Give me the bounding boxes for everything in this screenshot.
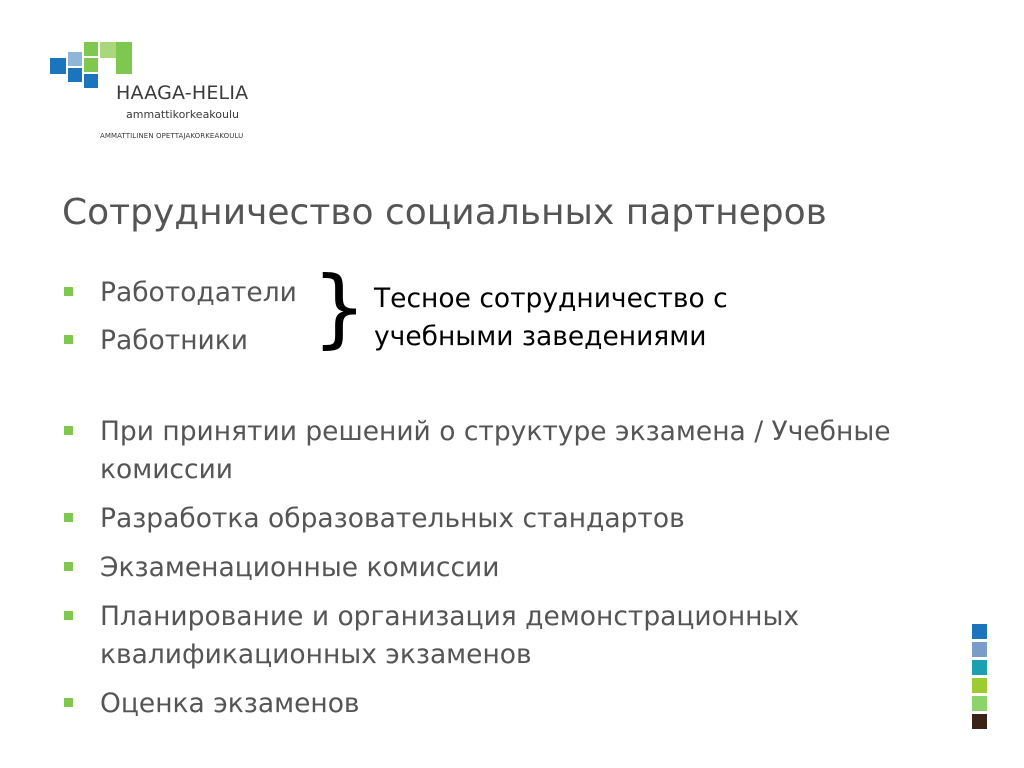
decorative-squares bbox=[972, 624, 987, 732]
haaga-helia-logo bbox=[50, 40, 290, 150]
logo-tagline: AMMATTILINEN OPETTAJAKORKEAKOULU bbox=[100, 132, 244, 140]
curly-brace: } bbox=[312, 258, 367, 358]
bullet-square-icon bbox=[64, 562, 73, 571]
note-line: учебными заведениями bbox=[374, 321, 707, 352]
logo-square bbox=[50, 58, 66, 74]
slide-title: Сотрудничество социальных партнеров bbox=[62, 192, 827, 233]
activities-list bbox=[62, 413, 942, 734]
list-item-text: Работники bbox=[100, 325, 248, 356]
decorative-square bbox=[972, 678, 987, 693]
list-item-text: Работодатели bbox=[100, 277, 297, 308]
list-item-text: Разработка образовательных стандартов bbox=[100, 503, 685, 534]
partner-list bbox=[62, 274, 297, 370]
decorative-square bbox=[972, 624, 987, 639]
list-item-text: Экзаменационные комиссии bbox=[100, 552, 500, 583]
bullet-square-icon bbox=[64, 335, 73, 344]
decorative-square bbox=[972, 660, 987, 675]
list-item bbox=[62, 413, 942, 489]
bullet-square-icon bbox=[64, 287, 73, 296]
logo-square bbox=[68, 68, 82, 82]
logo-square bbox=[100, 42, 116, 58]
logo-name: HAAGA-HELIA bbox=[116, 82, 249, 104]
logo-square bbox=[116, 58, 132, 74]
logo-square bbox=[116, 42, 132, 58]
bullet-square-icon bbox=[64, 426, 73, 435]
list-item bbox=[62, 598, 942, 674]
cooperation-note bbox=[374, 280, 728, 356]
logo-square bbox=[68, 52, 82, 66]
logo-subtitle: ammattikorkeakoulu bbox=[126, 108, 240, 121]
list-item bbox=[62, 685, 942, 723]
logo-square bbox=[84, 74, 98, 88]
decorative-square bbox=[972, 642, 987, 657]
note-line: Тесное сотрудничество с bbox=[374, 283, 728, 314]
list-item bbox=[62, 274, 297, 312]
list-item bbox=[62, 549, 942, 587]
decorative-square bbox=[972, 714, 987, 729]
bullet-square-icon bbox=[64, 698, 73, 707]
list-item-text: При принятии решений о структуре экзамена / Учебные комиссии bbox=[100, 416, 891, 485]
list-item-text: Оценка экзаменов bbox=[100, 688, 360, 719]
bullet-square-icon bbox=[64, 513, 73, 522]
logo-square bbox=[84, 58, 98, 72]
list-item-text: Планирование и организация демонстрационных квалификационных экзаменов bbox=[100, 601, 800, 670]
list-item bbox=[62, 500, 942, 538]
decorative-square bbox=[972, 696, 987, 711]
bullet-square-icon bbox=[64, 611, 73, 620]
list-item bbox=[62, 322, 297, 360]
logo-square bbox=[84, 42, 98, 56]
